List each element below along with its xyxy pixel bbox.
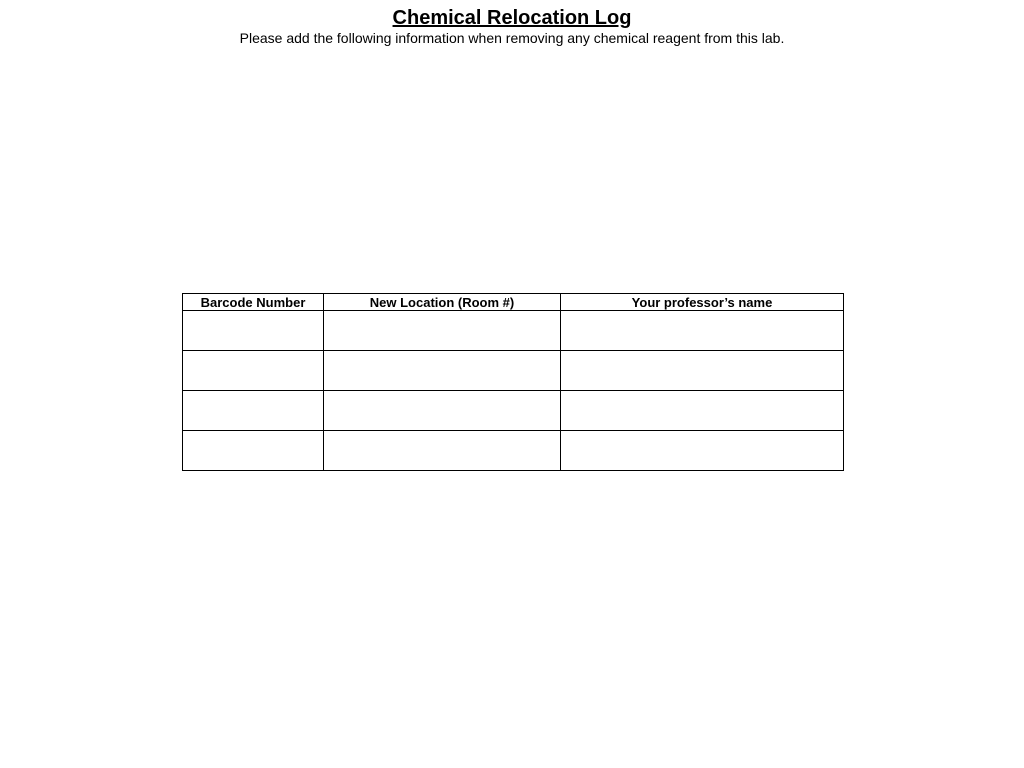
column-header-new-location: New Location (Room #) [324, 294, 561, 311]
professor-name-cell[interactable] [561, 391, 844, 431]
column-header-barcode: Barcode Number [183, 294, 324, 311]
table-row [183, 431, 844, 471]
professor-name-cell[interactable] [561, 351, 844, 391]
instructions-text: Please add the following information when removing any chemical reagent from this lab. [239, 30, 785, 46]
barcode-cell[interactable] [183, 311, 324, 351]
new-location-cell[interactable] [324, 431, 561, 471]
new-location-cell[interactable] [324, 391, 561, 431]
table-row [183, 311, 844, 351]
column-header-professor-name: Your professor’s name [561, 294, 844, 311]
table-row [183, 391, 844, 431]
table-row [183, 351, 844, 391]
barcode-cell[interactable] [183, 431, 324, 471]
page-title: Chemical Relocation Log [392, 7, 632, 29]
barcode-cell[interactable] [183, 351, 324, 391]
relocation-log-table [182, 293, 844, 471]
new-location-cell[interactable] [324, 351, 561, 391]
barcode-cell[interactable] [183, 391, 324, 431]
professor-name-cell[interactable] [561, 431, 844, 471]
new-location-cell[interactable] [324, 311, 561, 351]
table-header-row [183, 294, 844, 311]
professor-name-cell[interactable] [561, 311, 844, 351]
